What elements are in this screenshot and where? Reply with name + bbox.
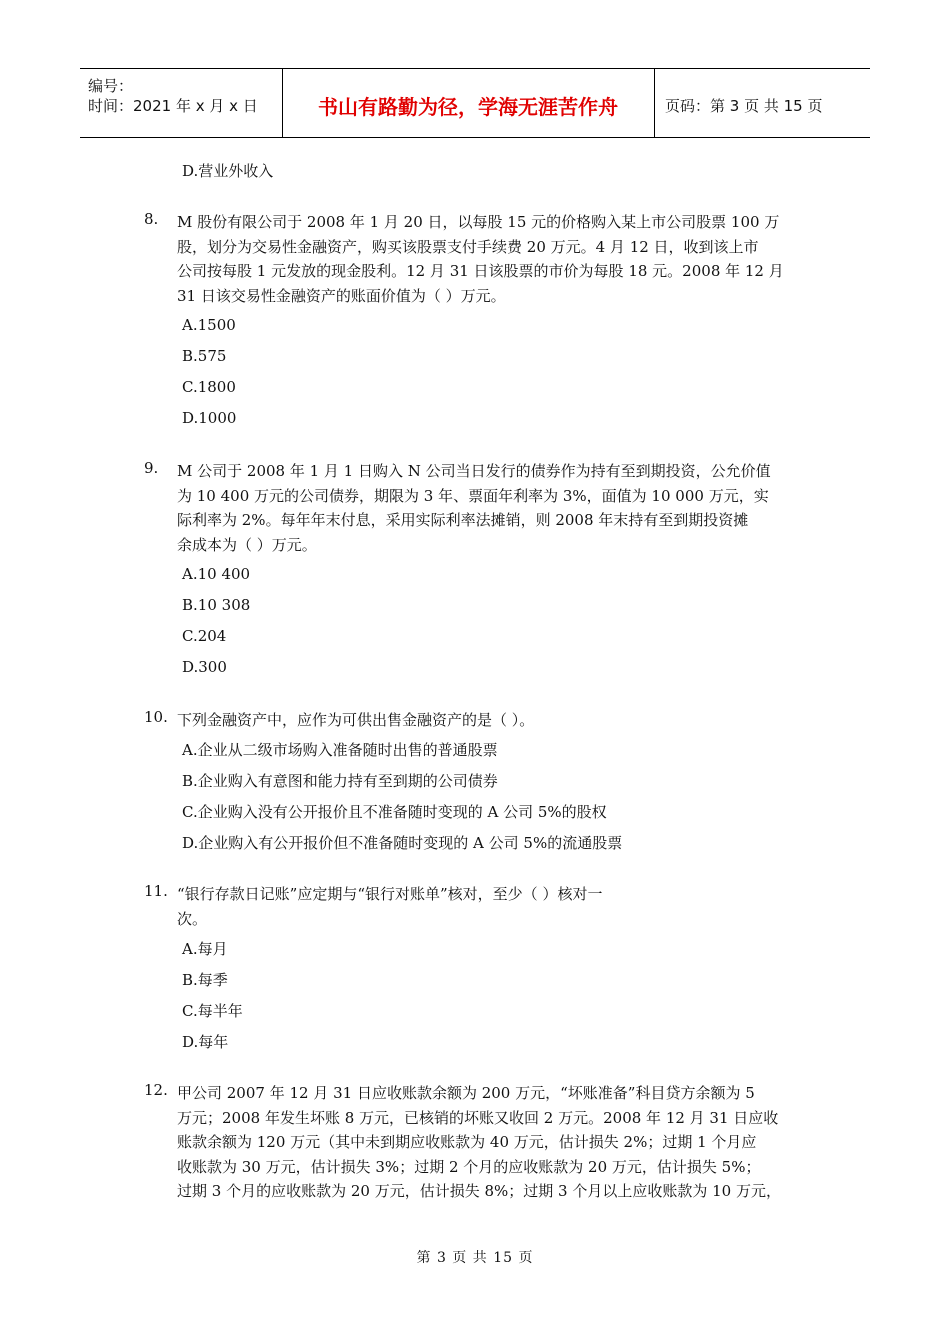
option-a: A.每月 (182, 940, 228, 958)
stem-line: 下列金融资产中，应作为可供出售金融资产的是（ ）。 (177, 711, 535, 729)
option-d: D.300 (182, 658, 227, 676)
page-footer: 第 3 页 共 15 页 (416, 1250, 534, 1266)
stem-line: 际利率为 2%。每年年末付息，采用实际利率法摊销，则 2008 年末持有至到期投资摊 (177, 511, 749, 529)
question-number: 8. (144, 210, 159, 228)
question-number: 9. (144, 459, 159, 477)
stem-line: 31 日该交易性金融资产的账面价值为（ ）万元。 (177, 286, 506, 305)
option-d: D.1000 (182, 409, 237, 427)
question-stem (177, 459, 817, 557)
question-stem (177, 1081, 817, 1204)
stem-line: 甲公司 2007 年 12 月 31 日应收账款余额为 200 万元，“坏账准备”科目贷方余额为 5 (177, 1084, 755, 1102)
stem-line: 收账款为 30 万元，估计损失 3%；过期 2 个月的应收账款为 20 万元，估计损失 5%； (177, 1157, 761, 1176)
option-c: C.1800 (182, 378, 236, 396)
option-c: C.企业购入没有公开报价且不准备随时变现的 A 公司 5%的股权 (182, 803, 607, 821)
header-middle-cell (282, 69, 655, 137)
previous-question-option: D.营业外收入 (182, 162, 274, 180)
stem-line: 股，划分为交易性金融资产，购买该股票支付手续费 20 万元。4 月 12 日，收到该上市 (177, 237, 759, 256)
question-stem (177, 708, 817, 733)
question-number: 12. (144, 1081, 168, 1099)
document-time-label: 时间：2021 年 x 月 x 日 (88, 97, 258, 115)
stem-line: 次。 (177, 909, 208, 928)
stem-line: 公司按每股 1 元发放的现金股利。12 月 31 日该股票的市价为每股 18 元。2008 年 12 月 (177, 262, 784, 280)
stem-line: “银行存款日记账”应定期与“银行对账单”核对，至少（ ）核对一 (177, 885, 603, 903)
option-b: B.575 (182, 347, 227, 365)
question-stem (177, 882, 817, 931)
page-header (80, 68, 870, 138)
option-d: D.企业购入有公开报价但不准备随时变现的 A 公司 5%的流通股票 (182, 834, 623, 852)
stem-line: 为 10 400 万元的公司债券，期限为 3 年、票面年利率为 3%，面值为 10 000 万元，实 (177, 486, 769, 505)
option-a: A.1500 (182, 316, 236, 334)
header-motto: 书山有路勤为径，学海无涯苦作舟 (318, 95, 618, 119)
document-number-label: 编号： (88, 77, 134, 95)
stem-line: 过期 3 个月的应收账款为 20 万元，估计损失 8%；过期 3 个月以上应收账款为 10 万元， (177, 1182, 781, 1200)
question-stem (177, 210, 817, 308)
question-number: 11. (144, 882, 168, 900)
option-b: B.每季 (182, 971, 228, 989)
header-right-cell (655, 69, 870, 137)
stem-line: 万元；2008 年发生坏账 8 万元，已核销的坏账又收回 2 万元。2008 年 12 月 31 日应收 (177, 1108, 779, 1127)
option-b: B.10 308 (182, 596, 251, 614)
stem-line: M 股份有限公司于 2008 年 1 月 20 日，以每股 15 元的价格购入某上市公司股票 100 万 (177, 213, 780, 231)
option-a: A.10 400 (182, 565, 251, 583)
header-left-cell (80, 69, 283, 137)
option-b: B.企业购入有意图和能力持有至到期的公司债券 (182, 772, 498, 790)
question-number: 10. (144, 708, 168, 726)
stem-line: M 公司于 2008 年 1 月 1 日购入 N 公司当日发行的债券作为持有至到期投资，公允价值 (177, 462, 771, 480)
option-c: C.204 (182, 627, 227, 645)
option-d: D.每年 (182, 1033, 229, 1051)
stem-line: 账款余额为 120 万元（其中未到期应收账款为 40 万元，估计损失 2%；过期 1 个月应 (177, 1133, 757, 1151)
option-c: C.每半年 (182, 1002, 243, 1020)
stem-line: 余成本为（ ）万元。 (177, 535, 317, 554)
page-info: 页码：第 3 页 共 15 页 (665, 97, 823, 115)
option-a: A.企业从二级市场购入准备随时出售的普通股票 (182, 741, 498, 759)
